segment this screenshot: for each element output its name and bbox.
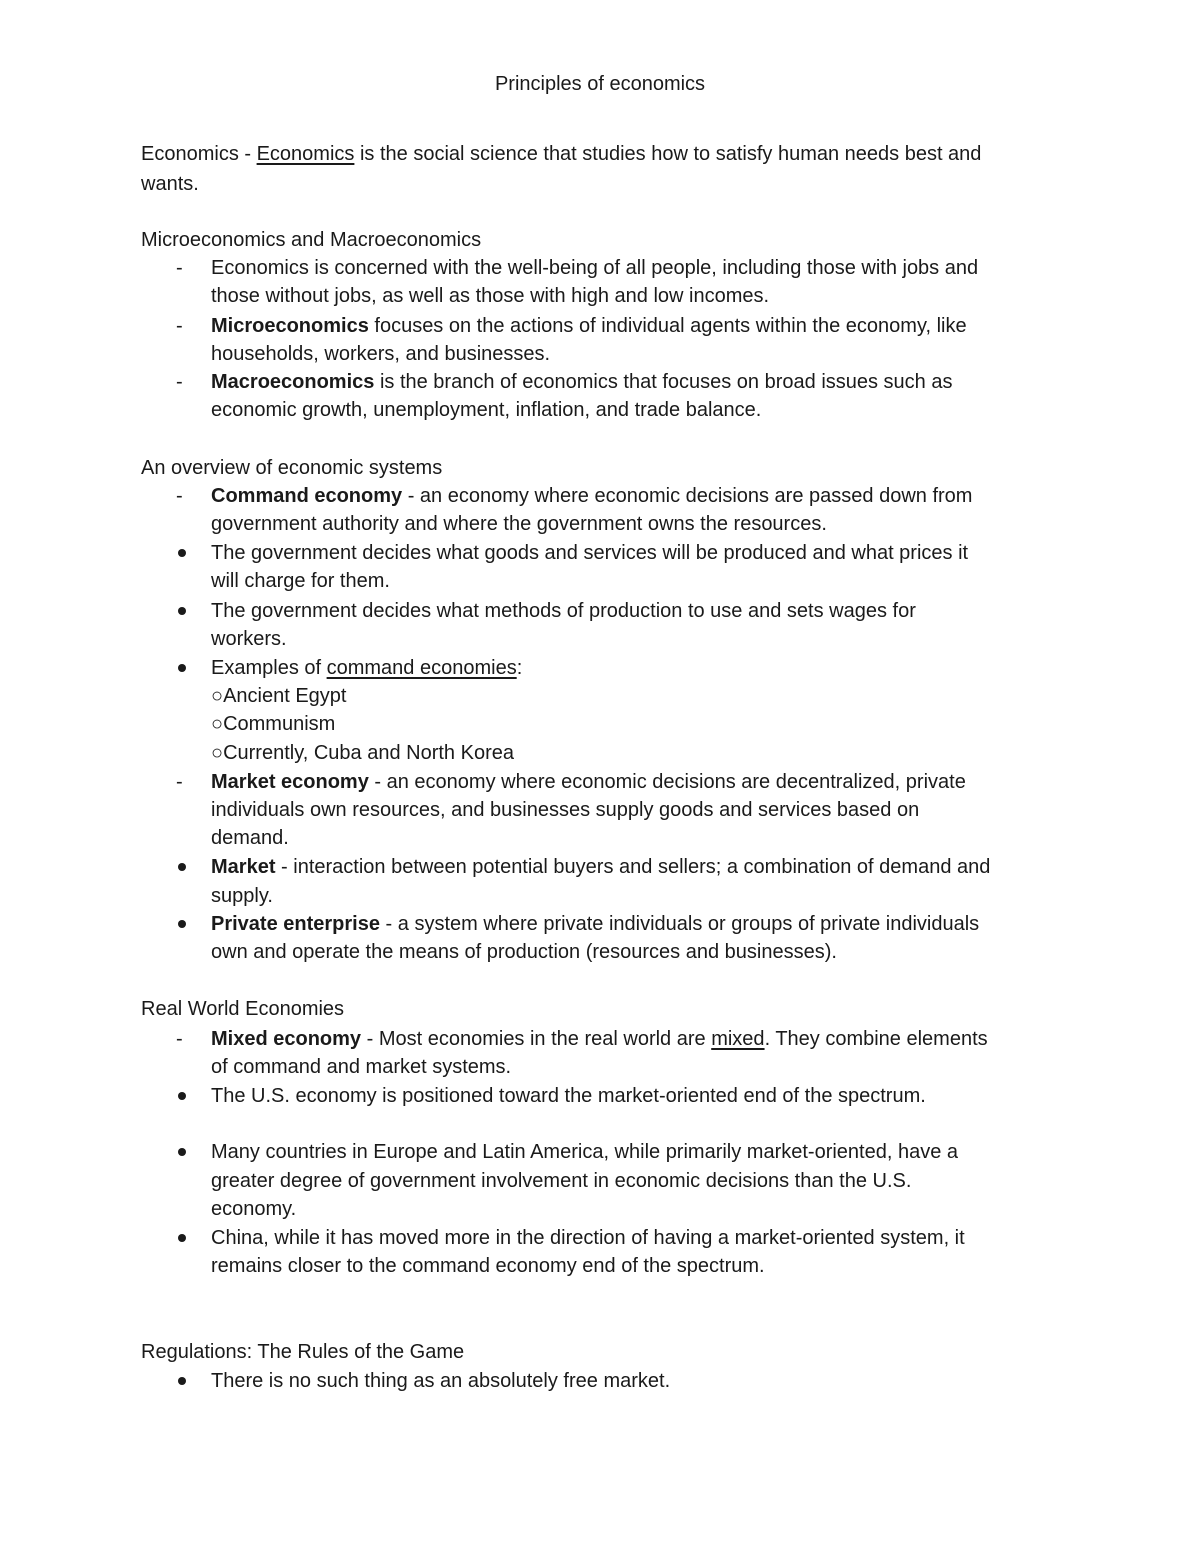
bullet-item-china-cont: remains closer to the command economy end of the spectrum. — [211, 1255, 765, 1277]
bullet-item-china: China, while it has moved more in the direction of having a market-oriented system, it — [211, 1227, 965, 1249]
bullet-icon — [178, 607, 186, 615]
sub-item-ancient-egypt: ○Ancient Egypt — [211, 685, 347, 707]
dash-marker: - — [176, 771, 183, 793]
page-title: Principles of economics — [494, 73, 706, 95]
bullet-item-production-wages: The government decides what methods of production to use and sets wages for — [211, 600, 916, 622]
bullet-item-market: Market - interaction between potential buyers and sellers; a combination of demand and — [211, 856, 991, 878]
list-item-command-economy: Command economy - an economy where economic decisions are passed down from — [211, 485, 973, 507]
section-heading-regulations: Regulations: The Rules of the Game — [141, 1341, 465, 1363]
list-item-mixed-economy: Mixed economy - Most economies in the real world are mixed. They combine elements — [211, 1028, 988, 1050]
section-heading-micro-macro: Microeconomics and Macroeconomics — [141, 229, 482, 251]
dash-marker: - — [176, 1028, 183, 1050]
bullet-item-private-enterprise: Private enterprise - a system where private individuals or groups of private individuals — [211, 913, 980, 935]
mixed-link: mixed — [711, 1028, 765, 1050]
list-item-wellbeing: Economics is concerned with the well-being of all people, including those with jobs and — [211, 257, 979, 279]
bullet-icon — [178, 549, 186, 557]
dash-marker: - — [176, 315, 183, 337]
bullet-icon — [178, 920, 186, 928]
bullet-item-private-enterprise-cont: own and operate the means of production (resources and businesses). — [211, 941, 837, 963]
list-item-command-economy-cont: government authority and where the government owns the resources. — [211, 513, 827, 535]
list-item-mixed-economy-cont: of command and market systems. — [211, 1056, 512, 1078]
dash-marker: - — [176, 485, 183, 507]
list-item-macroeconomics: Macroeconomics is the branch of economics that focuses on broad issues such as — [211, 371, 953, 393]
intro-definition: Economics - Economics is the social science that studies how to satisfy human needs best and — [141, 143, 982, 165]
list-item-macroeconomics-cont: economic growth, unemployment, inflation, and trade balance. — [211, 399, 762, 421]
section-heading-real-world: Real World Economies — [141, 998, 345, 1020]
bullet-icon — [178, 1234, 186, 1242]
dash-marker: - — [176, 371, 183, 393]
list-item-market-economy: Market economy - an economy where economic decisions are decentralized, private — [211, 771, 966, 793]
list-item-microeconomics: Microeconomics focuses on the actions of individual agents within the economy, like — [211, 315, 967, 337]
list-item-wellbeing-cont: those without jobs, as well as those with high and low incomes. — [211, 285, 770, 307]
bullet-item-free-market: There is no such thing as an absolutely free market. — [211, 1370, 671, 1392]
bullet-item-market-cont: supply. — [211, 885, 273, 907]
section-heading-economic-systems: An overview of economic systems — [141, 457, 443, 479]
bullet-item-goods-prices: The government decides what goods and services will be produced and what prices it — [211, 542, 969, 564]
command-economies-link: command economies — [326, 657, 517, 679]
bullet-item-europe-latin-america: Many countries in Europe and Latin America, while primarily market-oriented, have a — [211, 1141, 959, 1163]
bullet-icon — [178, 1377, 186, 1385]
bullet-icon — [178, 1092, 186, 1100]
list-item-market-economy-cont2: demand. — [211, 827, 289, 849]
bullet-item-goods-prices-cont: will charge for them. — [211, 570, 390, 592]
dash-marker: - — [176, 257, 183, 279]
sub-item-cuba-north-korea: ○Currently, Cuba and North Korea — [211, 742, 514, 764]
bullet-icon — [178, 863, 186, 871]
list-item-market-economy-cont: individuals own resources, and businesses supply goods and services based on — [211, 799, 920, 821]
bullet-item-europe-latin-america-cont2: economy. — [211, 1198, 297, 1220]
bullet-item-production-wages-cont: workers. — [211, 628, 287, 650]
bullet-icon — [178, 664, 186, 672]
bullet-item-examples: Examples of command economies: — [211, 657, 523, 679]
economics-link: Economics — [256, 143, 355, 165]
list-item-microeconomics-cont: households, workers, and businesses. — [211, 343, 551, 365]
bullet-item-europe-latin-america-cont: greater degree of government involvement in economic decisions than the U.S. — [211, 1170, 912, 1192]
bullet-item-us-economy: The U.S. economy is positioned toward the market-oriented end of the spectrum. — [211, 1085, 926, 1107]
sub-item-communism: ○Communism — [211, 713, 336, 735]
bullet-icon — [178, 1148, 186, 1156]
intro-definition-cont: wants. — [141, 173, 199, 195]
